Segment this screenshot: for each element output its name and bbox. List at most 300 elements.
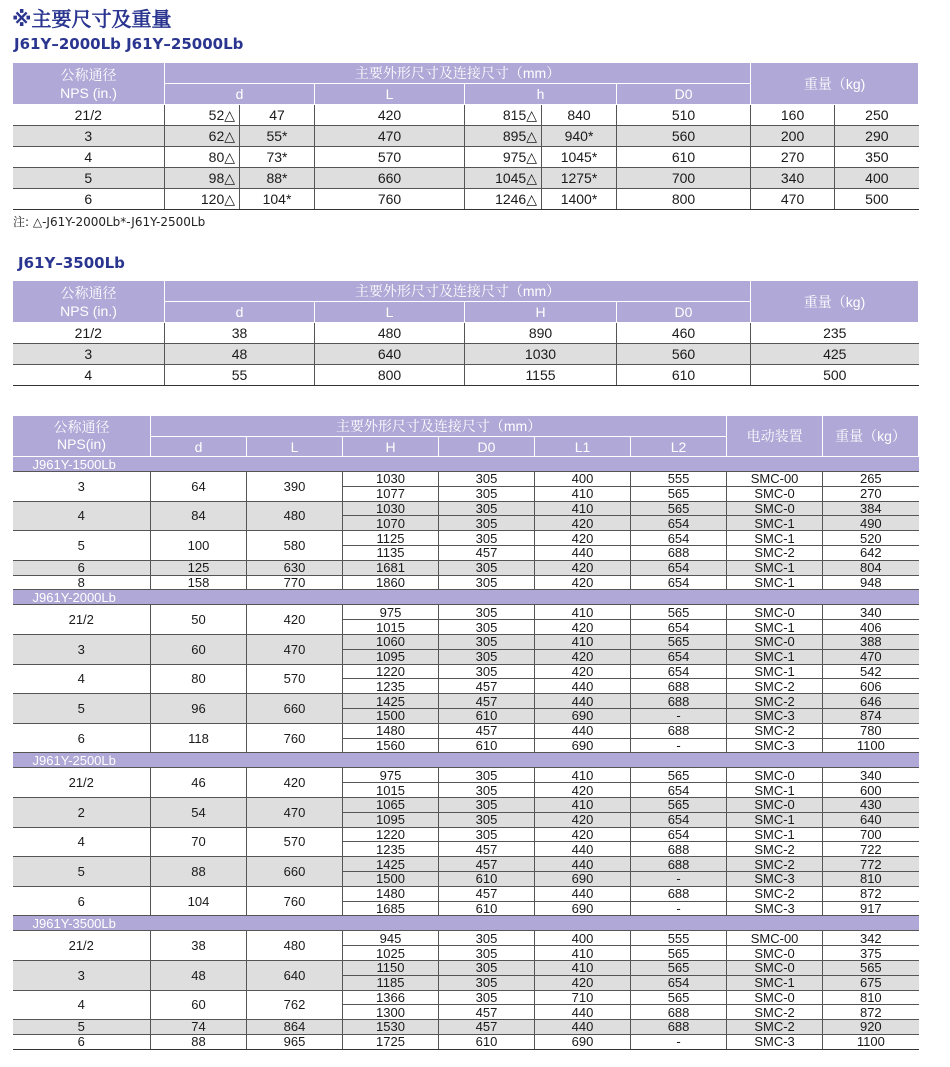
table-cell: 1500 [343, 708, 439, 723]
table-cell: 410 [535, 605, 631, 620]
table-cell: 890 [465, 323, 617, 344]
table-cell: 565 [631, 946, 727, 961]
table-cell: 420 [535, 531, 631, 546]
header-d: d [165, 302, 315, 323]
table-cell: 440 [535, 842, 631, 857]
table-cell: SMC-1 [727, 575, 823, 590]
table-row [13, 960, 919, 975]
header-L: L [247, 437, 343, 457]
table-cell: 430 [823, 797, 919, 812]
header-D0: D0 [439, 437, 535, 457]
table-cell: 940* [542, 126, 617, 147]
table-cell: 305 [439, 560, 535, 575]
table-cell: 2 [13, 797, 151, 827]
group-header-row [13, 457, 919, 472]
table-cell: 1077 [343, 486, 439, 501]
table-cell: 80△ [165, 147, 240, 168]
table-cell: 610 [439, 738, 535, 753]
table-cell: 410 [535, 501, 631, 516]
header-h: h [465, 84, 617, 105]
table-cell: 5 [13, 1020, 151, 1035]
table-row [13, 323, 919, 344]
table-cell: 654 [631, 649, 727, 664]
table-cell: 305 [439, 486, 535, 501]
header-weight: 重量（kg) [751, 281, 919, 323]
table-cell: 654 [631, 664, 727, 679]
table-cell: 457 [439, 1005, 535, 1020]
table-cell: 565 [631, 990, 727, 1005]
table-cell: 305 [439, 620, 535, 635]
table-cell: 654 [631, 575, 727, 590]
table-cell: SMC-3 [727, 1034, 823, 1049]
table-cell: 125 [151, 560, 247, 575]
table-cell: 305 [439, 960, 535, 975]
table-cell: 1185 [343, 975, 439, 990]
table-cell: SMC-00 [727, 931, 823, 946]
header-main-dims: 主要外形尺寸及连接尺寸（mm） [151, 416, 727, 437]
table-row [13, 664, 919, 679]
table-cell: 654 [631, 531, 727, 546]
table-cell: 570 [247, 664, 343, 694]
group-label: J961Y-2500Lb [13, 753, 919, 768]
table-cell: 490 [823, 516, 919, 531]
table-cell: SMC-0 [727, 501, 823, 516]
table-cell: 55 [165, 365, 315, 386]
table-cell: 945 [343, 931, 439, 946]
table-cell: 55* [240, 126, 315, 147]
table-cell: 688 [631, 679, 727, 694]
table-cell: SMC-3 [727, 708, 823, 723]
table-cell: 610 [617, 365, 751, 386]
group-header-row [13, 916, 919, 931]
table-cell: - [631, 901, 727, 916]
table-j61y-2000-2500 [12, 62, 919, 210]
table-cell: 388 [823, 634, 919, 649]
table-cell: 8 [13, 575, 151, 590]
table-cell: 1155 [465, 365, 617, 386]
table-cell: SMC-00 [727, 472, 823, 487]
table-cell: 457 [439, 679, 535, 694]
table-cell: 700 [823, 827, 919, 842]
table-cell: - [631, 708, 727, 723]
table-cell: 440 [535, 1020, 631, 1035]
table-cell: 21/2 [13, 768, 151, 798]
table-cell: 400 [535, 931, 631, 946]
table1-note: 注: △-J61Y-2000Lb*-J61Y-2500Lb [13, 215, 206, 229]
table-cell: 580 [247, 531, 343, 561]
table-cell: 6 [13, 560, 151, 575]
table-cell: 520 [823, 531, 919, 546]
table-cell: 457 [439, 723, 535, 738]
table-cell: 600 [823, 783, 919, 798]
table-cell: 88 [151, 857, 247, 887]
table-cell: SMC-0 [727, 990, 823, 1005]
table-cell: 5 [13, 857, 151, 887]
table-row [13, 575, 919, 590]
table-cell: 864 [247, 1020, 343, 1035]
table-cell: SMC-1 [727, 812, 823, 827]
table-cell: 690 [535, 738, 631, 753]
table-cell: 1150 [343, 960, 439, 975]
table-cell: 420 [535, 649, 631, 664]
table-cell: 21/2 [13, 323, 165, 344]
table-cell: 1095 [343, 812, 439, 827]
table-cell: 555 [631, 472, 727, 487]
table-cell: 440 [535, 679, 631, 694]
table-cell: 660 [247, 694, 343, 724]
table-cell: 815△ [465, 105, 542, 126]
header-nps: 公称通径 NPS(in) [13, 416, 151, 457]
table-cell: 690 [535, 871, 631, 886]
table-cell: 440 [535, 857, 631, 872]
table-cell: 688 [631, 857, 727, 872]
table-row [13, 931, 919, 946]
table-cell: SMC-0 [727, 946, 823, 961]
table-row [13, 694, 919, 709]
table-cell: SMC-2 [727, 842, 823, 857]
table-row [13, 723, 919, 738]
table-row [13, 797, 919, 812]
table-row [13, 189, 919, 210]
table-cell: 1015 [343, 783, 439, 798]
table-cell: 1681 [343, 560, 439, 575]
table-cell: 440 [535, 723, 631, 738]
table-cell: 470 [823, 649, 919, 664]
table-cell: 21/2 [13, 605, 151, 635]
table-cell: SMC-1 [727, 975, 823, 990]
table-cell: 810 [823, 990, 919, 1005]
table-cell: 342 [823, 931, 919, 946]
table-cell: 1480 [343, 886, 439, 901]
table-cell: 565 [631, 768, 727, 783]
header-L: L [315, 302, 465, 323]
table-cell: SMC-1 [727, 516, 823, 531]
table-cell: 606 [823, 679, 919, 694]
table-cell: 760 [247, 723, 343, 753]
table-cell: - [631, 1034, 727, 1049]
table-cell: 1125 [343, 531, 439, 546]
table-row [13, 105, 919, 126]
table-cell: 1860 [343, 575, 439, 590]
table-cell: 1060 [343, 634, 439, 649]
table-cell: 340 [823, 605, 919, 620]
table-cell: 160 [751, 105, 835, 126]
table-cell: 74 [151, 1020, 247, 1035]
header-actuator: 电动装置 [727, 416, 823, 457]
table-cell: SMC-0 [727, 486, 823, 501]
table-cell: 420 [535, 560, 631, 575]
table-cell: 872 [823, 886, 919, 901]
table-cell: 642 [823, 545, 919, 560]
table-cell: 457 [439, 1020, 535, 1035]
table-cell: 1425 [343, 694, 439, 709]
table-cell: SMC-1 [727, 620, 823, 635]
header-D0: D0 [617, 302, 751, 323]
table-cell: 1220 [343, 664, 439, 679]
table-row [13, 168, 919, 189]
table-cell: SMC-2 [727, 857, 823, 872]
group-label: J961Y-2000Lb [13, 590, 919, 605]
table-cell: 1030 [343, 472, 439, 487]
table-cell: 305 [439, 783, 535, 798]
table-cell: 480 [247, 501, 343, 531]
table-cell: 895△ [465, 126, 542, 147]
table-cell: 1220 [343, 827, 439, 842]
table-cell: 565 [631, 486, 727, 501]
table-cell: 305 [439, 664, 535, 679]
table-cell: 470 [247, 634, 343, 664]
table-cell: 1030 [465, 344, 617, 365]
table-cell: 874 [823, 708, 919, 723]
table-cell: 480 [247, 931, 343, 961]
table-cell: 1425 [343, 857, 439, 872]
table-cell: 305 [439, 975, 535, 990]
table-cell: 565 [631, 634, 727, 649]
table-cell: - [631, 871, 727, 886]
table-cell: 1400* [542, 189, 617, 210]
table-cell: 6 [13, 723, 151, 753]
table-cell: 1300 [343, 1005, 439, 1020]
table-cell: SMC-0 [727, 768, 823, 783]
table-cell: 565 [631, 797, 727, 812]
table-cell: SMC-2 [727, 1020, 823, 1035]
table-cell: 158 [151, 575, 247, 590]
table-row [13, 1020, 919, 1035]
table-cell: 640 [315, 344, 465, 365]
table-cell: 1530 [343, 1020, 439, 1035]
table-cell: 975△ [465, 147, 542, 168]
table-cell: 60 [151, 634, 247, 664]
table-cell: 52△ [165, 105, 240, 126]
table-row [13, 1034, 919, 1049]
table-cell: SMC-0 [727, 634, 823, 649]
table-row [13, 344, 919, 365]
table-cell: 420 [535, 827, 631, 842]
table-row [13, 857, 919, 872]
table-cell: 420 [535, 812, 631, 827]
table-cell: 654 [631, 975, 727, 990]
table-cell: 565 [631, 605, 727, 620]
table-cell: 305 [439, 990, 535, 1005]
table-cell: SMC-1 [727, 783, 823, 798]
table-cell: 305 [439, 634, 535, 649]
header-nps: 公称通径 NPS (in.) [13, 281, 165, 323]
table-cell: 6 [13, 189, 165, 210]
table-cell: 48 [151, 960, 247, 990]
table-cell: 654 [631, 827, 727, 842]
table-cell: 290 [835, 126, 919, 147]
table-cell: 70 [151, 827, 247, 857]
table-cell: 1065 [343, 797, 439, 812]
table-cell: 690 [535, 901, 631, 916]
header-main-dims: 主要外形尺寸及连接尺寸（mm） [165, 63, 751, 84]
table1-title: J61Y–2000Lb J61Y–25000Lb [14, 35, 244, 53]
table-cell: SMC-0 [727, 960, 823, 975]
table-cell: 1685 [343, 901, 439, 916]
table-cell: 440 [535, 694, 631, 709]
table-cell: 440 [535, 1005, 631, 1020]
table-cell: 640 [247, 960, 343, 990]
table-cell: 772 [823, 857, 919, 872]
table-cell: 654 [631, 516, 727, 531]
group-header-row [13, 753, 919, 768]
table-cell: 250 [835, 105, 919, 126]
table-cell: SMC-1 [727, 531, 823, 546]
table-cell: 410 [535, 946, 631, 961]
table-cell: 565 [631, 960, 727, 975]
table-j61y-3500 [12, 280, 919, 386]
table-cell: 420 [535, 975, 631, 990]
table-cell: SMC-0 [727, 605, 823, 620]
table-cell: 88* [240, 168, 315, 189]
table-cell: 470 [751, 189, 835, 210]
table-cell: 965 [247, 1034, 343, 1049]
table-cell: 420 [247, 768, 343, 798]
table-cell: 80 [151, 664, 247, 694]
table-cell: 4 [13, 365, 165, 386]
table-cell: SMC-3 [727, 871, 823, 886]
table-cell: 305 [439, 768, 535, 783]
table-cell: 420 [535, 516, 631, 531]
table-cell: 1560 [343, 738, 439, 753]
table-cell: 510 [617, 105, 751, 126]
table-row [13, 126, 919, 147]
table-cell: 800 [617, 189, 751, 210]
table-cell: 770 [247, 575, 343, 590]
table-cell: 400 [835, 168, 919, 189]
table-cell: 610 [439, 1034, 535, 1049]
header-weight: 重量（kg) [751, 63, 919, 105]
table-cell: 235 [751, 323, 919, 344]
table-cell: 340 [751, 168, 835, 189]
table-cell: 480 [315, 323, 465, 344]
table-cell: 1235 [343, 842, 439, 857]
table-cell: 560 [617, 126, 751, 147]
table-cell: SMC-1 [727, 827, 823, 842]
table-cell: 610 [439, 871, 535, 886]
table-cell: 118 [151, 723, 247, 753]
table-cell: 265 [823, 472, 919, 487]
table-cell: 64 [151, 472, 247, 502]
header-main-dims: 主要外形尺寸及连接尺寸（mm） [165, 281, 751, 302]
table-cell: 654 [631, 620, 727, 635]
table-cell: - [631, 738, 727, 753]
table-cell: 88 [151, 1034, 247, 1049]
table-cell: SMC-2 [727, 886, 823, 901]
table-cell: 54 [151, 797, 247, 827]
table-row [13, 827, 919, 842]
table-cell: 46 [151, 768, 247, 798]
table-cell: 690 [535, 1034, 631, 1049]
table-cell: 420 [535, 575, 631, 590]
table-cell: 457 [439, 545, 535, 560]
table-cell: 500 [751, 365, 919, 386]
table-cell: 630 [247, 560, 343, 575]
table-cell: 1100 [823, 1034, 919, 1049]
table-cell: 305 [439, 472, 535, 487]
table-row [13, 147, 919, 168]
header-D0: D0 [617, 84, 751, 105]
header-H: H [465, 302, 617, 323]
table-cell: 640 [823, 812, 919, 827]
table-cell: 420 [315, 105, 465, 126]
table-cell: 6 [13, 1034, 151, 1049]
table-row [13, 531, 919, 546]
table-cell: 610 [617, 147, 751, 168]
table-cell: SMC-2 [727, 1005, 823, 1020]
table-cell: 5 [13, 168, 165, 189]
table-cell: 780 [823, 723, 919, 738]
table-cell: 21/2 [13, 931, 151, 961]
table-cell: 1100 [823, 738, 919, 753]
table-cell: 500 [835, 189, 919, 210]
table-cell: 1275* [542, 168, 617, 189]
table-row [13, 634, 919, 649]
table-row [13, 605, 919, 620]
table-cell: 47 [240, 105, 315, 126]
table-cell: 555 [631, 931, 727, 946]
table-cell: 3 [13, 126, 165, 147]
table-cell: 305 [439, 605, 535, 620]
table-cell: 1015 [343, 620, 439, 635]
table-cell: 457 [439, 857, 535, 872]
group-header-row [13, 590, 919, 605]
table2-title: J61Y–3500Lb [18, 254, 125, 272]
table-cell: 688 [631, 694, 727, 709]
header-weight: 重量（kg） [823, 416, 919, 457]
table-cell: SMC-0 [727, 797, 823, 812]
table-cell: 688 [631, 1020, 727, 1035]
table-cell: 470 [247, 797, 343, 827]
table-cell: 565 [823, 960, 919, 975]
table-cell: 722 [823, 842, 919, 857]
table-cell: 5 [13, 694, 151, 724]
table-cell: 4 [13, 827, 151, 857]
header-H: H [343, 437, 439, 457]
table-cell: 305 [439, 827, 535, 842]
header-L2: L2 [631, 437, 727, 457]
table-j961y [12, 415, 919, 1050]
table-cell: 410 [535, 486, 631, 501]
table-cell: 3 [13, 472, 151, 502]
table-cell: 1246△ [465, 189, 542, 210]
table-cell: SMC-3 [727, 901, 823, 916]
table-cell: 560 [617, 344, 751, 365]
table-cell: 440 [535, 886, 631, 901]
table-cell: 390 [247, 472, 343, 502]
table-cell: 1025 [343, 946, 439, 961]
table-cell: 948 [823, 575, 919, 590]
table-cell: 1045* [542, 147, 617, 168]
table-cell: 420 [247, 605, 343, 635]
table-row [13, 990, 919, 1005]
header-L1: L1 [535, 437, 631, 457]
table-cell: 104* [240, 189, 315, 210]
table-cell: 305 [439, 931, 535, 946]
table-row [13, 365, 919, 386]
table-cell: 4 [13, 501, 151, 531]
table-cell: 305 [439, 516, 535, 531]
table-cell: SMC-1 [727, 664, 823, 679]
table-cell: 305 [439, 501, 535, 516]
table-cell: 270 [751, 147, 835, 168]
table-cell: 384 [823, 501, 919, 516]
header-d: d [151, 437, 247, 457]
table-cell: 375 [823, 946, 919, 961]
table-cell: 410 [535, 634, 631, 649]
table-cell: 570 [315, 147, 465, 168]
table-cell: 710 [535, 990, 631, 1005]
